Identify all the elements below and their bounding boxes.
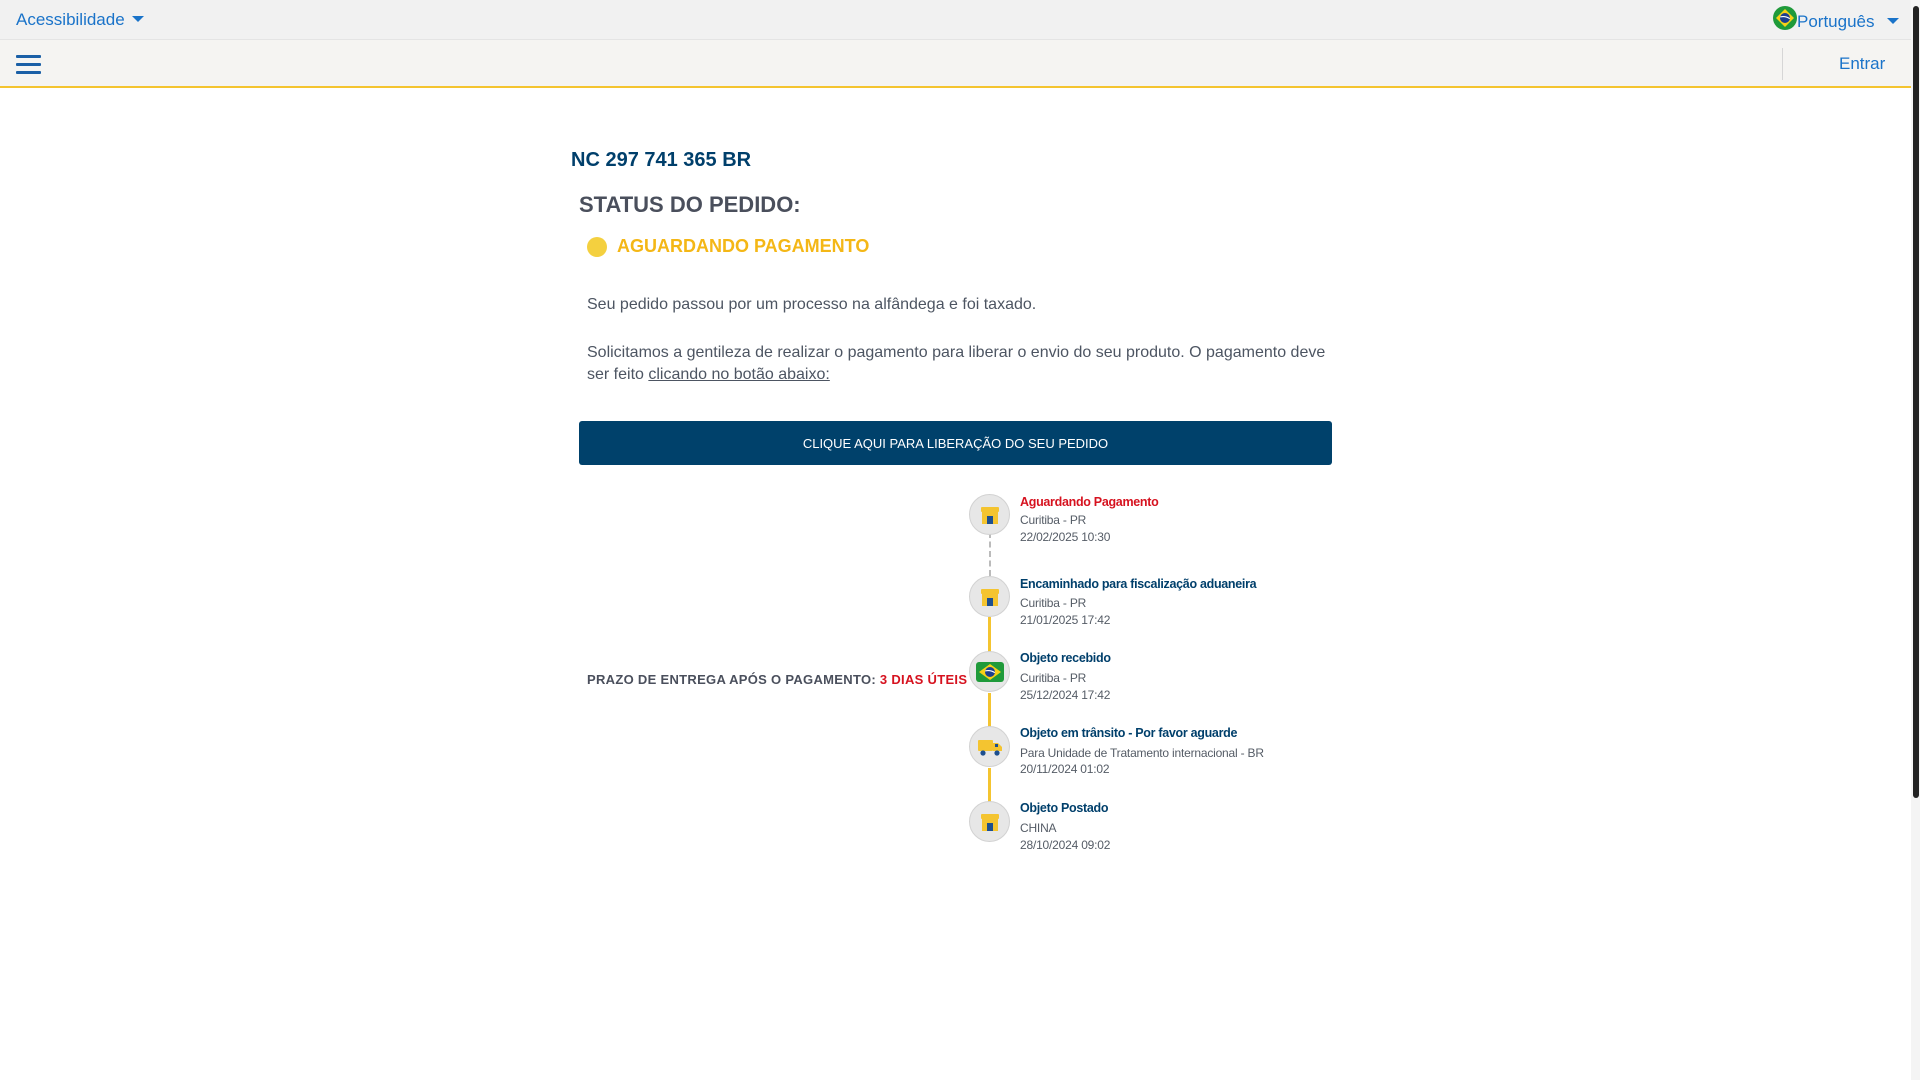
timeline-item-location: CHINA [1020, 821, 1057, 835]
timeline-item-title: Objeto Postado [1020, 801, 1109, 815]
language-dropdown[interactable] [1773, 8, 1899, 37]
timeline-item-title: Aguardando Pagamento [1020, 495, 1159, 509]
timeline-item-title: Objeto recebido [1020, 651, 1111, 665]
timeline-item-datetime: 28/10/2024 09:02 [1020, 838, 1111, 852]
timeline-item-title: Objeto em trânsito - Por favor aguarde [1020, 726, 1238, 740]
delivery-deadline-value: 3 DIAS ÚTEIS [879, 672, 968, 687]
scrollbar-track[interactable] [1911, 0, 1920, 1080]
customs-message: Seu pedido passou por um processo na alfândega e foi taxado. [587, 296, 1037, 313]
timeline-item-location: Curitiba - PR [1020, 671, 1087, 685]
language-label: Português [1797, 11, 1875, 31]
timeline-item-location: Curitiba - PR [1020, 513, 1087, 527]
tracking-code: NC 297 741 365 BR [571, 149, 752, 171]
timeline-item-datetime: 20/11/2024 01:02 [1020, 762, 1110, 776]
chevron-down-icon [132, 16, 144, 22]
timeline-item-datetime: 21/01/2025 17:42 [1020, 613, 1111, 627]
brazil-flag-icon [975, 661, 1005, 683]
timeline-item-location: Para Unidade de Tratamento internacional - BR [1020, 746, 1264, 760]
timeline-icon-brazil [969, 651, 1010, 692]
store-icon [979, 586, 1001, 608]
payment-instruction-link[interactable]: clicando no botão abaixo: [648, 366, 830, 383]
timeline-item-datetime: 22/02/2025 10:30 [1020, 530, 1111, 544]
payment-instruction [587, 342, 1327, 386]
accessibility-label: Acessibilidade [16, 10, 125, 29]
menu-icon[interactable] [16, 55, 41, 74]
timeline-icon-store [969, 576, 1010, 617]
chevron-down-icon [1887, 18, 1899, 24]
navbar-divider [1782, 48, 1783, 80]
release-order-button[interactable]: CLIQUE AQUI PARA LIBERAÇÃO DO SEU PEDIDO [579, 421, 1332, 465]
accessibility-bar [0, 0, 1911, 40]
brazil-flag-icon [1773, 6, 1797, 35]
login-link[interactable]: Entrar [1839, 54, 1886, 73]
delivery-deadline [587, 672, 967, 687]
status-indicator-dot [587, 237, 607, 257]
timeline-icon-store [969, 801, 1010, 842]
store-icon [979, 811, 1001, 833]
accessibility-dropdown[interactable] [16, 10, 144, 30]
payment-instruction-text: Solicitamos a gentileza de realizar o pagamento para liberar o envio do seu produto. O pagamento deve ser feito [587, 344, 1326, 383]
truck-icon [977, 737, 1003, 757]
timeline-icon-store [969, 494, 1010, 535]
timeline-item-datetime: 25/12/2024 17:42 [1020, 688, 1111, 702]
timeline-item-title: Encaminhado para fiscalização aduaneira [1020, 577, 1257, 591]
delivery-deadline-label: PRAZO DE ENTREGA APÓS O PAGAMENTO: [587, 672, 876, 687]
timeline-connector-dashed [989, 532, 991, 576]
main-navbar [0, 40, 1911, 88]
timeline-item-location: Curitiba - PR [1020, 596, 1087, 610]
timeline-icon-truck [969, 726, 1010, 767]
scrollbar-thumb[interactable] [1913, 6, 1919, 798]
store-icon [979, 504, 1001, 526]
status-value: AGUARDANDO PAGAMENTO [617, 236, 870, 256]
status-title: STATUS DO PEDIDO: [579, 192, 801, 217]
